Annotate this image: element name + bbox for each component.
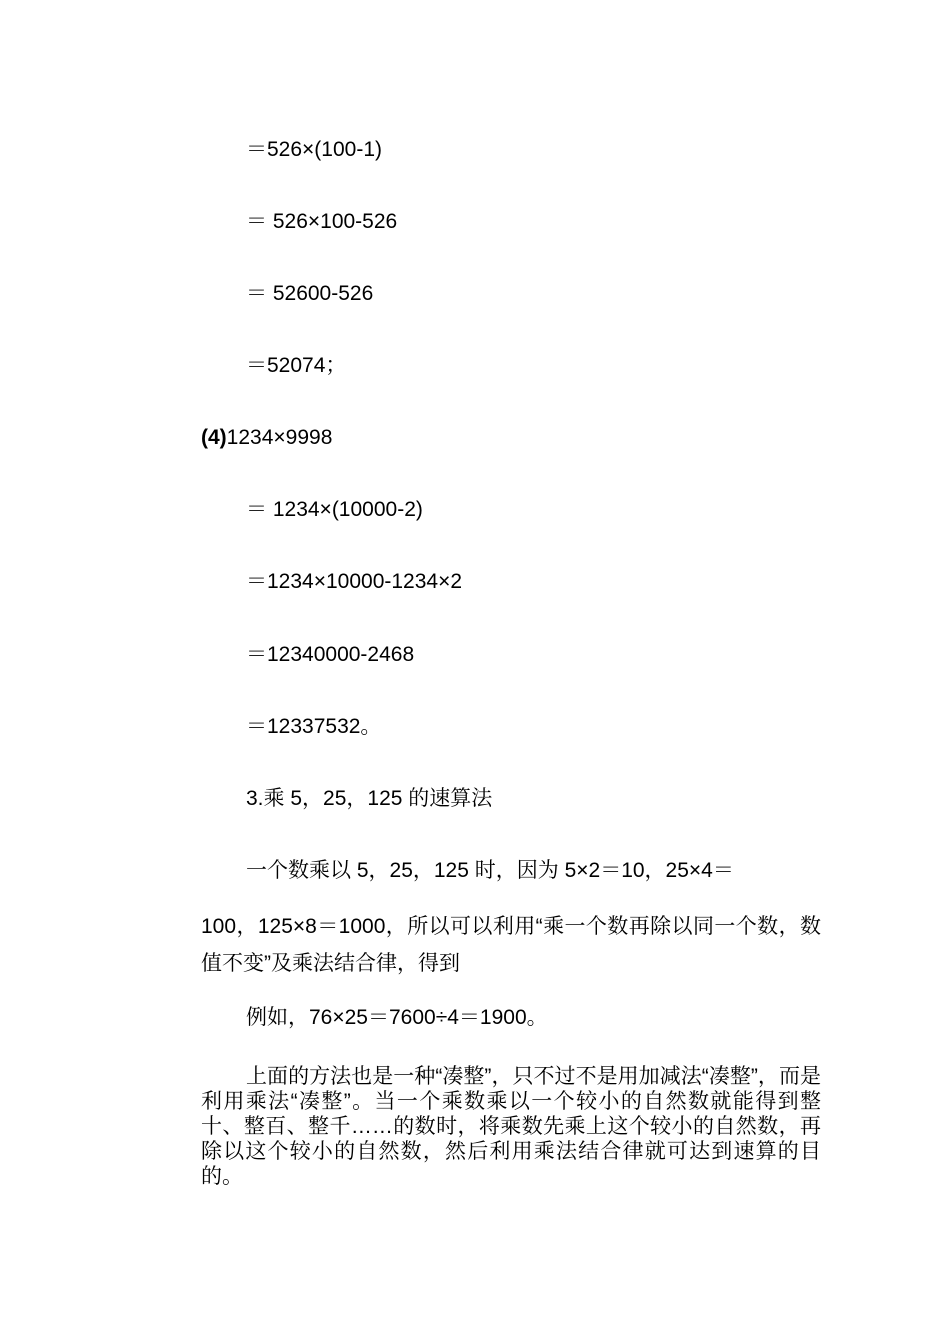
example-line: 例如，76×25＝7600÷4＝1900。 — [246, 1006, 548, 1029]
problem-number: (4) — [201, 426, 227, 449]
paragraph-2-text: 上面的方法也是一种“凑整”，只不过不是用加减法“凑整”，而是利用乘法“凑整”。当一个乘数乘以一个较小的自然数就能得到整十、整百、整千……的数时，将乘数先乘上这个较小的自然数，再除以这个较小的自然数，然后利用乘法结合律就可达到速算的目的。 — [201, 1065, 821, 1188]
equation-line-1: ＝526×(100-1) — [246, 138, 382, 161]
equation-line-8: ＝12340000-2468 — [246, 643, 415, 666]
paragraph-1-continuation: 100，125×8＝1000，所以可以利用“乘一个数再除以同一个数，数值不变”及乘法结合律，得到 — [201, 915, 821, 975]
equation-line-4: ＝52074； — [246, 354, 347, 377]
equation-line-9: ＝12337532。 — [246, 715, 382, 738]
problem-4-line — [201, 425, 332, 451]
paragraph-1-first-line: 一个数乘以 5，25，125 时，因为 5×2＝10，25×4＝ — [246, 859, 734, 882]
paragraph-2 — [201, 1064, 821, 1189]
equation-line-2: ＝ 526×100-526 — [246, 210, 398, 233]
equation-line-6: ＝ 1234×(10000-2) — [246, 498, 423, 521]
problem-expression: 1234×9998 — [226, 426, 333, 449]
equation-line-3: ＝ 52600-526 — [246, 282, 374, 305]
section-heading: 3.乘 5，25，125 的速算法 — [246, 787, 493, 810]
equation-line-7: ＝1234×10000-1234×2 — [246, 570, 463, 593]
